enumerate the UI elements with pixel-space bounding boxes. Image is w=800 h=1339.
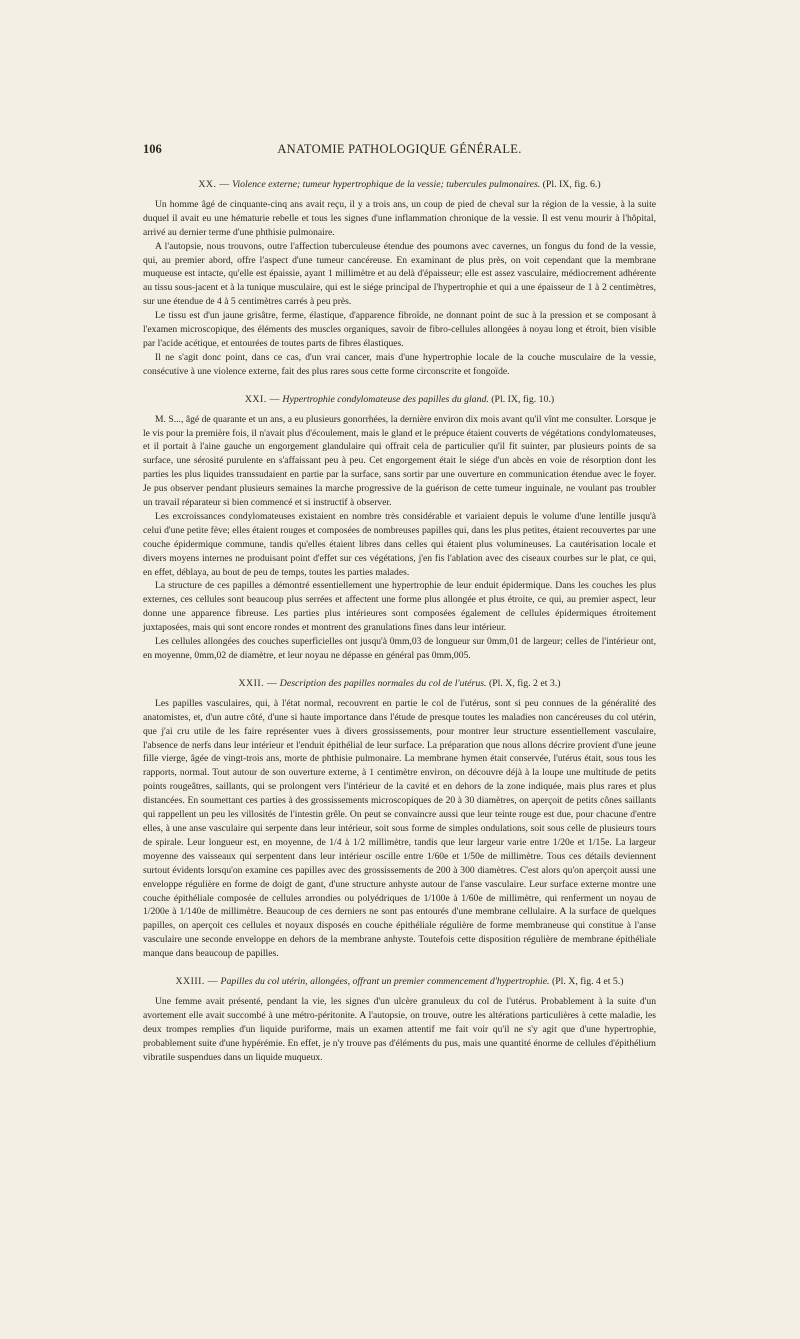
case-number: XXIII. — xyxy=(175,976,219,988)
paragraph: Le tissu est d'un jaune grisâtre, ferme, élastique, d'apparence fibroïde, ne donnant point de suc à la pression et se composant à l'examen microscopique, des éléments des muscles organiques, savoir de fibro-cellules allongées à noyau long et étroit, bien visible par l'acide acétique, et entourées de toutes parts de fibres élastiques. xyxy=(143,310,656,349)
case-description: Papilles du col utérin, allongées, offrant un premier commencement d'hypertrophie. xyxy=(220,976,550,988)
case-heading xyxy=(143,393,656,407)
case-section xyxy=(143,677,656,961)
paragraph: Un homme âgé de cinquante-cinq ans avait reçu, il y a trois ans, un coup de pied de cheval sur la région de la vessie, à la suite duquel il avait eu une hématurie rebelle et tous les signes d'une inflammation chronique de la vessie. Il est venu mourir à l'hôpital, arrivé au dernier terme d'une phthisie pulmonaire. xyxy=(143,198,656,238)
running-title: ANATOMIE PATHOLOGIQUE GÉNÉRALE. xyxy=(277,142,522,156)
case-heading xyxy=(143,178,656,192)
paragraph: La structure de ces papilles a démontré essentiellement une hypertrophie de leur enduit épidermique. Dans les couches les plus externes, ces cellules sont beaucoup plus serrées et affectent une forme plus allongée et plus étroite, ce qui, au premier aspect, leur donne une apparence fibreuse. Les parties plus intérieures sont composées également de cellules épidermiques étroitement juxtaposées, mais qui sont encore rondes et montrent des granulations fines dans leur intérieur. xyxy=(143,580,656,634)
paragraph: Il ne s'agit donc point, dans ce cas, d'un vrai cancer, mais d'une hypertrophie locale de la couche musculaire de la vessie, consécutive à une violence externe, fait des plus rares sous cette forme circonscrite et fongoïde. xyxy=(143,351,656,377)
paragraph: Les cellules allongées des couches superficielles ont jusqu'à 0mm,03 de longueur sur 0mm,01 de largeur; celles de l'intérieur ont, en moyenne, 0mm,02 de diamètre, et leur noyau ne dépasse en général pas 0mm,005. xyxy=(143,636,656,661)
case-description: Hypertrophie condylomateuse des papilles du gland. xyxy=(282,393,489,405)
case-reference: (Pl. X, fig. 4 et 5.) xyxy=(551,976,624,988)
paragraph: A l'autopsie, nous trouvons, outre l'affection tuberculeuse étendue des poumons avec cavernes, un fongus du fond de la vessie, qui, au premier abord, offre l'aspect d'une tumeur cancéreuse. En examinant de plus près, on voit cependant que la membrane muqueuse est intacte, qu'elle est épaissie, ayant 1 millimètre et au delà d'épaisseur; elle est assez vasculaire, médiocrement adhérente au tissu sous-jacent et à la tunique musculaire, qui est le siége principal de l'hypertrophie et qui a une épaisseur de 1 à 2 centimètres, sur une étendue de 4 à 5 centimètres carrés à peu près. xyxy=(143,240,656,308)
paragraph: Les excroissances condylomateuses existaient en nombre très considérable et variaient depuis le volume d'une lentille jusqu'à celui d'une petite fève; elles étaient rouges et composées de nombreuses papilles qui, dans les plus petites, étaient recouvertes par une couche épidermique commune, tandis qu'elles étaient libres dans celles qui étaient plus volumineuses. La cautérisation locale et divers moyens internes ne produisant point d'effet sur ces végétations, j'en fis l'ablation avec des ciseaux courbes sur le plat, ce qui, en effet, déblaya, au bout de peu de temps, toutes les parties malades. xyxy=(143,510,656,578)
case-number: XX. — xyxy=(198,179,230,190)
case-number: XXI. — xyxy=(244,393,280,405)
case-reference: (Pl. IX, fig. 6.) xyxy=(542,179,601,190)
case-number: XXII. — xyxy=(238,677,278,689)
case-description: Violence externe; tumeur hypertrophique de la vessie; tubercules pulmonaires. xyxy=(232,179,541,190)
case-section xyxy=(143,178,656,379)
case-description: Description des papilles normales du col de l'utérus. xyxy=(279,677,487,689)
paragraph: Une femme avait présenté, pendant la vie, les signes d'un ulcère granuleux du col de l'utérus. Probablement à la suite d'un avortement elle avait succombé à une métro-péritonite. A l'autopsie, on trouve, outre les altérations particulières à cette maladie, les deux trompes remplies d'un liquide puriforme, mais un examen attentif me fait voir qu'il ne s'y agit que d'une hypertrophie, probablement suite d'une hypérémie. En effet, je n'y trouve pas d'éléments du pus, mais une quantité énorme de cellules d'épithélium vibratile suspendues dans un liquide muqueux. xyxy=(143,995,656,1063)
page-body xyxy=(143,178,656,1078)
case-section xyxy=(143,393,656,663)
paragraph: Les papilles vasculaires, qui, à l'état normal, recouvrent en partie le col de l'utérus, sont si peu connues de la généralité des anatomistes, et, d'un autre côté, d'une si haute importance dans l'étude de presque toutes les maladies non cancéreuses du col utérin, que j'ai cru utile de les faire représenter vues à divers grossissements, pour montrer leur structure essentiellement vasculaire, l'absence de nerfs dans leur intérieur et l'enduit épithélial de leur surface. La préparation que nous allons décrire provient d'une jeune fille vierge, âgée de vingt-trois ans, morte de phthisie pulmonaire. La membrane hymen était conservée, l'utérus était, sous tous les rapports, normal. Tout autour de son ouverture externe, à 1 centimètre environ, on découvre déjà à la loupe une multitude de petits points rougeâtres, saillants, qui se prolongent vers l'intérieur de la cavité et en dehors de la zone indiquée, mais plus rares et plus distancées. En soumettant ces parties à des grossissements microscopiques de 20 à 30 diamètres, on aperçoit de petits cônes saillants qui rappellent un peu les villosités de l'intestin grêle. On peut se convaincre aussi que leur teinte rouge est due, pour chacune d'entre elles, à une anse vasculaire qui serpente dans leur intérieur, soit sous forme de simples ondulations, soit sous celle de plusieurs tours de spirale. Leur longueur est, en moyenne, de 1/4 à 1/2 millimètre, tandis que leur largeur varie entre 1/20e et 1/15e. La largeur moyenne des vaisseaux qui serpentent dans leur intérieur oscille entre 1/60e et 1/50e de millimètre. Tous ces détails deviennent surtout évidents lorsqu'on examine ces papilles avec des grossissements de 200 à 300 diamètres. C'est alors qu'on aperçoit aussi une enveloppe régulière en forme de doigt de gant, d'une structure anhyste autour de l'anse vasculaire. Leur surface externe montre une couche épithéliale composée de cellules arrondies ou polyédriques de 1/100e à 1/60e de millimètre, qui renferment un noyau de 1/200e à 1/140e de millimètre. Beaucoup de ces derniers ne sont pas entourés d'une membrane cellulaire. A la surface de quelques papilles, on aperçoit ces cellules et noyaux disposés en couche épithéliale régulière de forme membraneuse qui constitue à l'anse vasculaire une seconde enveloppe en dehors de la membrane anhyste. Toutefois cette disposition régulière de membrane épithéliale manque dans beaucoup de papilles. xyxy=(143,697,656,960)
case-reference: (Pl. IX, fig. 10.) xyxy=(491,393,555,405)
case-section xyxy=(143,975,656,1064)
case-reference: (Pl. X, fig. 2 et 3.) xyxy=(488,677,561,689)
page-number: 106 xyxy=(143,142,162,156)
page-header xyxy=(143,142,656,162)
case-heading xyxy=(143,677,656,691)
paragraph: M. S..., âgé de quarante et un ans, a eu plusieurs gonorrhées, la dernière environ dix mois avant qu'il vînt me consulter. Lorsque je le vis pour la première fois, il n'avait plus d'écoulement, mais le gland et le prépuce étaient couverts de végétations condylomateuses, et il portait à l'aine gauche un engorgement glandulaire qui offrait cela de particulier qu'il fit suinter, par plusieurs points de sa surface, une sérosité purulente en s'affaissant peu à peu. Cet engorgement était le siége d'un abcès en voie de résorption dont les parties les plus liquides transsudaient en partie par la surface, sans sortir par une ouverture en communication étendue avec le foyer. Je pus observer pendant plusieurs semaines la marche progressive de la guérison de cette tumeur inguinale, ne voulant pas troubler un travail réparateur si bien commencé et si instructif à observer. xyxy=(143,413,656,509)
case-heading xyxy=(143,975,656,989)
